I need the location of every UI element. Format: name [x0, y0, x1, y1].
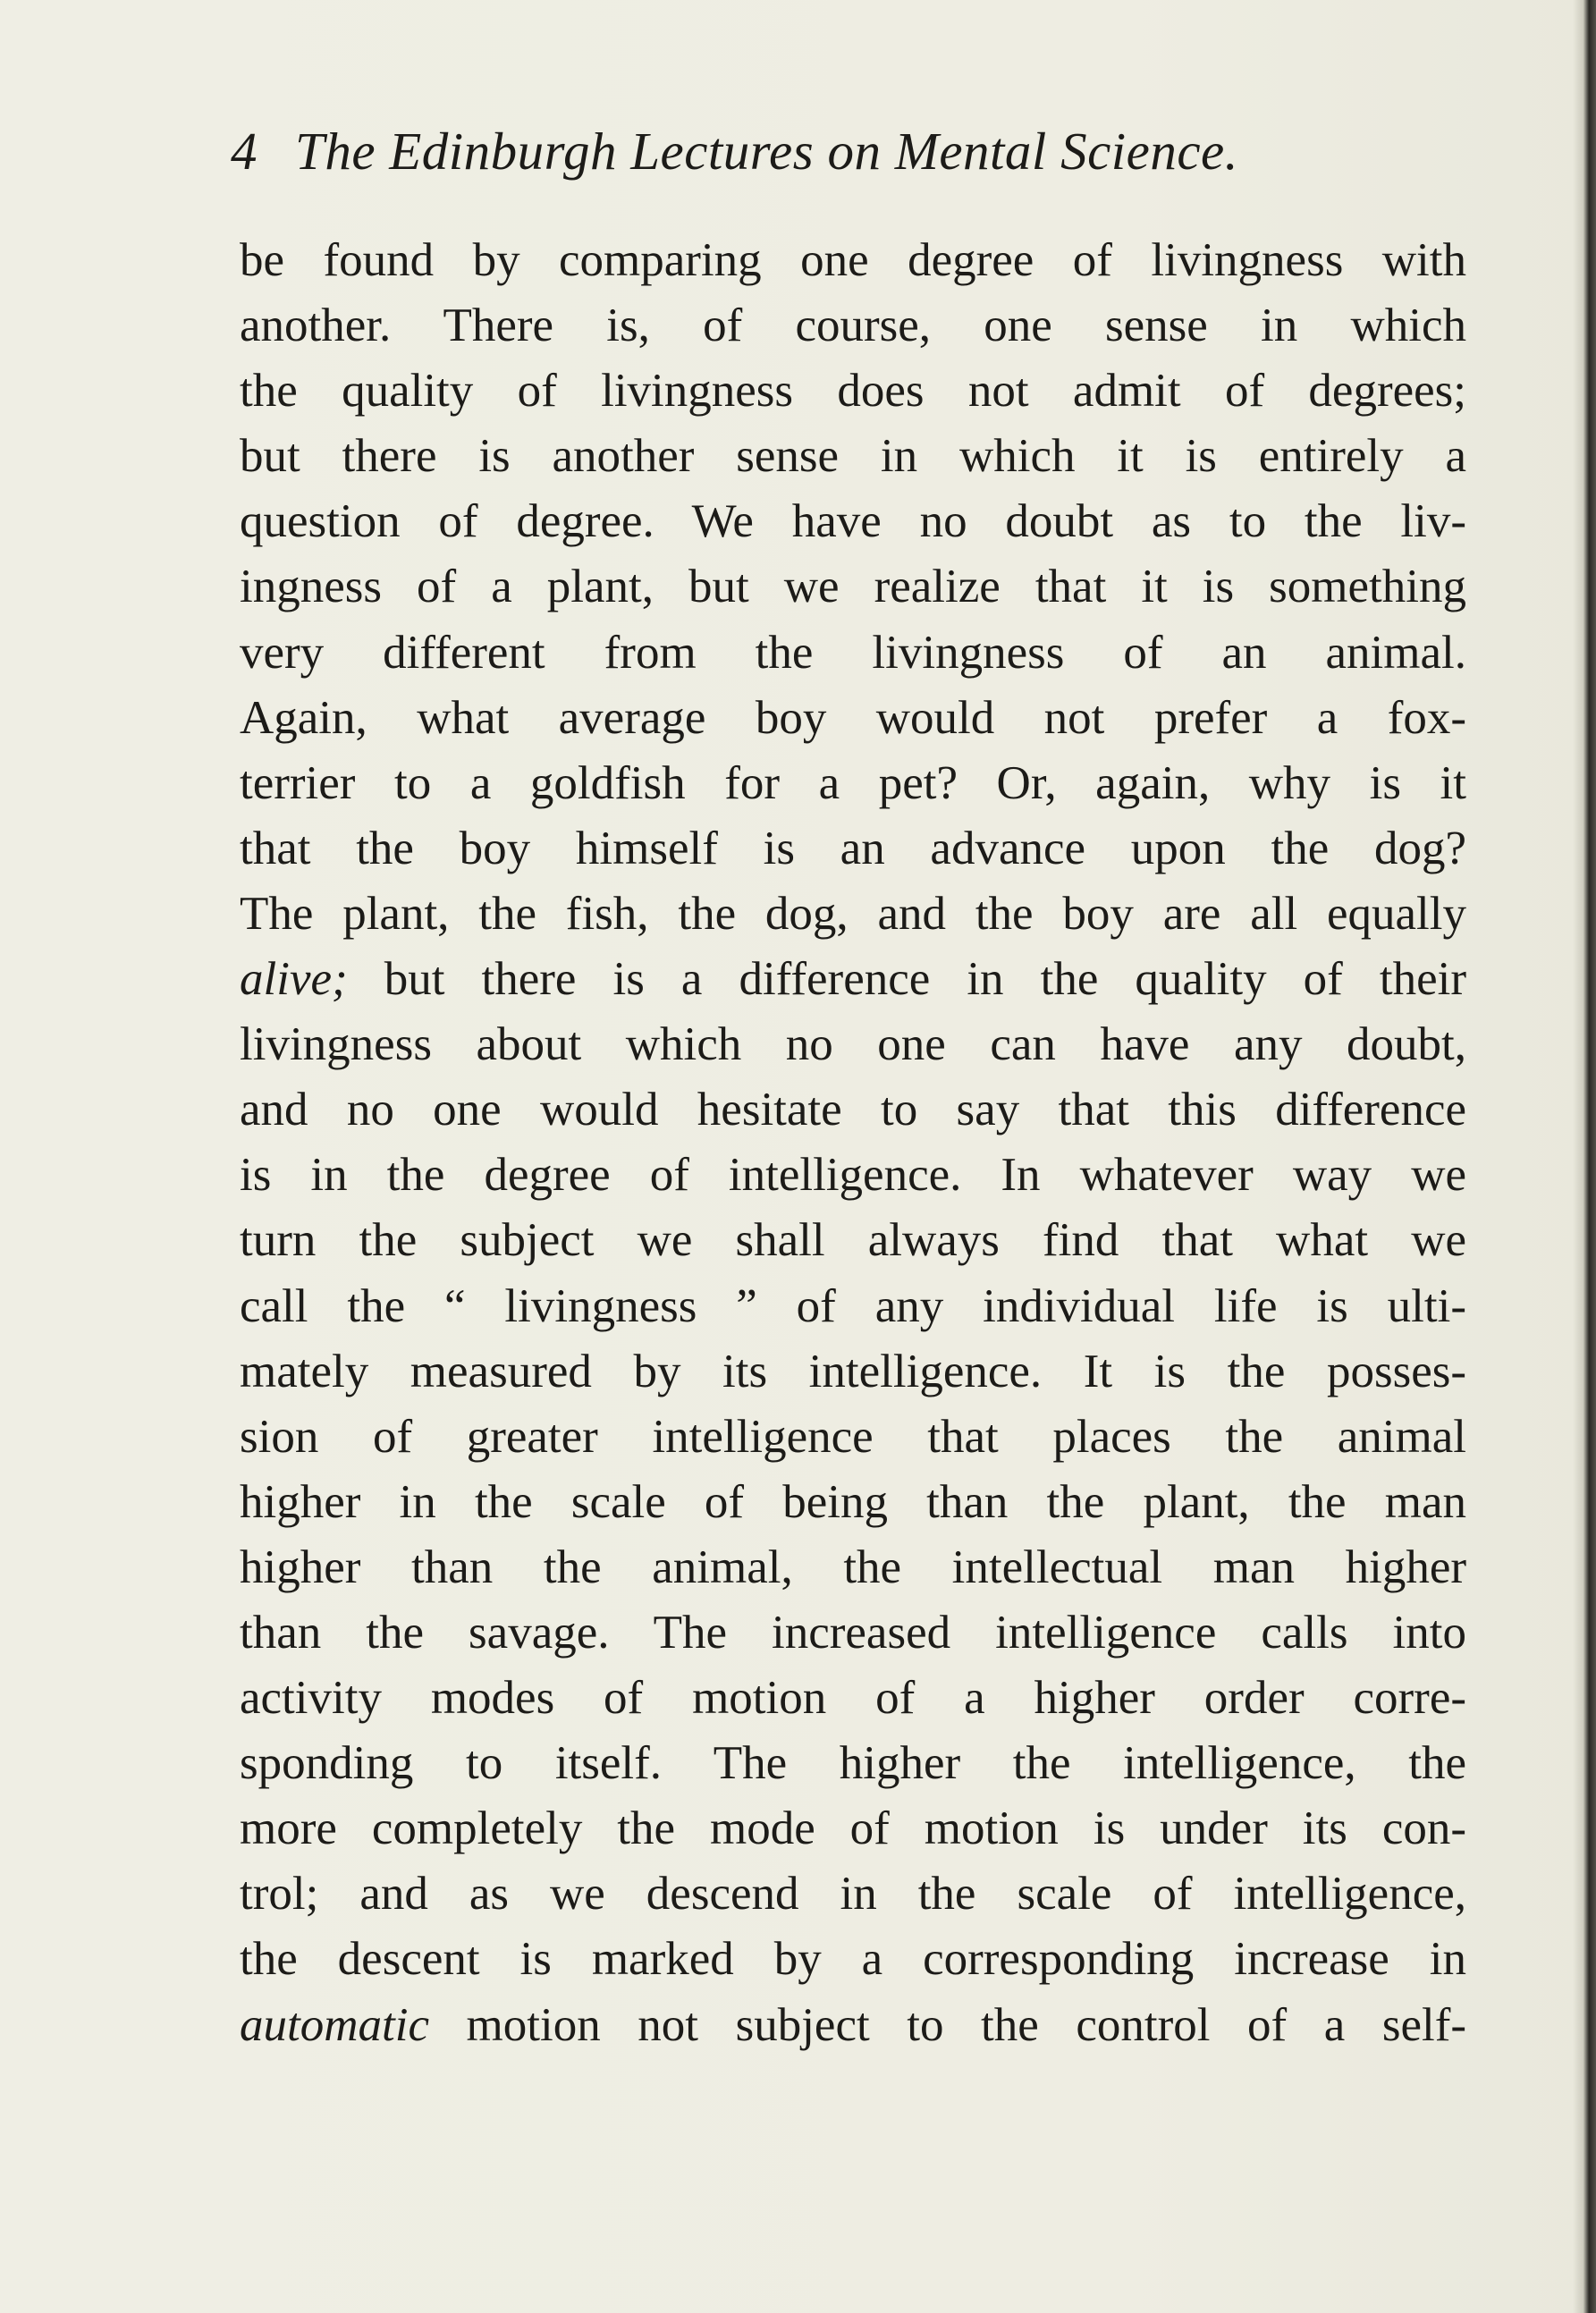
- text-line: [240, 947, 1466, 1012]
- italic-word: alive;: [240, 953, 348, 1006]
- text-line: another. There is, of course, one sense in which: [240, 300, 1466, 352]
- text-line: higher than the animal, the intellectual man higher: [240, 1541, 1466, 1593]
- text-line: terrier to a goldfish for a pet? Or, again, why is it: [240, 756, 1466, 809]
- text-line: question of degree. We have no doubt as to the liv-: [240, 495, 1466, 548]
- text-line: trol; and as we descend in the scale of intelligence,: [240, 1868, 1466, 1920]
- text-line: the quality of livingness does not admit of degrees;: [240, 365, 1466, 418]
- text-line: sponding to itself. The higher the intelligence, the: [240, 1737, 1466, 1790]
- text-line: call the “ livingness ” of any individual life is ulti-: [240, 1279, 1466, 1332]
- text-line-rest: motion not subject to the control of a self-: [428, 1998, 1466, 2051]
- body-text: [240, 228, 1466, 2058]
- text-line: is in the degree of intelligence. In whatever way we: [240, 1149, 1466, 1202]
- text-line: more completely the mode of motion is under its con-: [240, 1802, 1466, 1855]
- text-line: Again, what average boy would not prefer a fox-: [240, 691, 1466, 744]
- text-line: but there is another sense in which it is entirely a: [240, 430, 1466, 483]
- text-line: mately measured by its intelligence. It is the posses-: [240, 1345, 1466, 1397]
- text-line: [240, 1993, 1466, 2058]
- text-line: and no one would hesitate to say that this difference: [240, 1084, 1466, 1136]
- text-line: sion of greater intelligence that places the animal: [240, 1410, 1466, 1463]
- italic-word: automatic: [240, 1998, 429, 2051]
- text-line: the descent is marked by a corresponding increase in: [240, 1933, 1466, 1986]
- text-line-rest: but there is a difference in the quality of their: [347, 953, 1466, 1006]
- text-line: higher in the scale of being than the plant, the man: [240, 1475, 1466, 1528]
- running-head: [231, 121, 1393, 192]
- page-number: 4: [231, 122, 258, 181]
- text-line: that the boy himself is an advance upon the dog?: [240, 822, 1466, 874]
- text-line: than the savage. The increased intelligence calls into: [240, 1606, 1466, 1659]
- running-title: The Edinburgh Lectures on Mental Science.: [295, 122, 1238, 181]
- text-line: be found by comparing one degree of livingness with: [240, 234, 1466, 286]
- text-line: The plant, the fish, the dog, and the boy are all equally: [240, 887, 1466, 940]
- page-edge-shadow: [1573, 0, 1596, 2313]
- text-line: ingness of a plant, but we realize that it is something: [240, 561, 1466, 613]
- text-line: very different from the livingness of an animal.: [240, 626, 1466, 679]
- text-line: activity modes of motion of a higher order corre-: [240, 1672, 1466, 1725]
- text-line: turn the subject we shall always find that what we: [240, 1214, 1466, 1267]
- text-line: livingness about which no one can have any doubt,: [240, 1018, 1466, 1071]
